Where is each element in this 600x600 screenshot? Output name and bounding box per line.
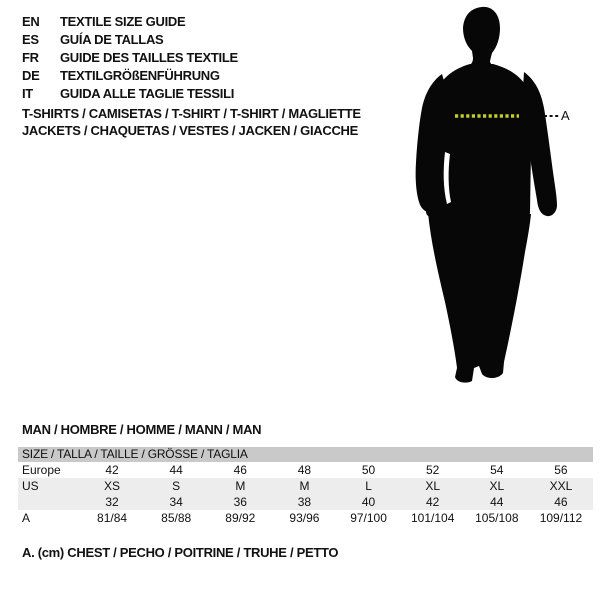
size-cell: 56 (554, 463, 568, 477)
size-cell: S (172, 479, 181, 493)
size-table (18, 447, 593, 526)
size-cell: M (235, 479, 246, 493)
garment-categories (22, 105, 361, 139)
size-cell: 85/88 (161, 511, 192, 525)
size-cell: 46 (233, 463, 247, 477)
size-cell: 89/92 (225, 511, 256, 525)
size-table-header: SIZE / TALLA / TAILLE / GRÖSSE / TAGLIA (18, 447, 593, 462)
size-cell: 52 (426, 463, 440, 477)
language-row (22, 49, 238, 67)
size-cell: 32 (105, 495, 119, 509)
size-cell: L (365, 479, 372, 493)
size-cell: XL (425, 479, 441, 493)
size-cell: 34 (169, 495, 183, 509)
size-cell: 44 (169, 463, 183, 477)
table-row-us (18, 478, 593, 494)
category-line-jackets: JACKETS / CHAQUETAS / VESTES / JACKEN / GIACCHE (22, 123, 358, 138)
language-row (22, 67, 238, 85)
language-label: GUÍA DE TALLAS (60, 32, 164, 47)
language-label: TEXTILGRÖßENFÜHRUNG (60, 68, 220, 83)
size-cell: 50 (361, 463, 376, 477)
size-cell: M (299, 479, 310, 493)
size-cell: 81/84 (97, 511, 128, 525)
size-cell: 109/112 (539, 511, 583, 525)
row-label: Europe (22, 463, 61, 477)
language-row (22, 13, 238, 31)
language-list (22, 13, 238, 103)
size-cell: 46 (554, 495, 568, 509)
size-cell: 42 (426, 495, 440, 509)
size-cell: 42 (105, 463, 119, 477)
size-cell: 93/96 (289, 511, 320, 525)
measure-label-a: A (561, 108, 570, 123)
language-row (22, 31, 238, 49)
language-code: DE (22, 68, 40, 83)
size-cell: XS (104, 479, 121, 493)
measurement-footnote: A. (cm) CHEST / PECHO / POITRINE / TRUHE / PETTO (22, 545, 339, 560)
language-code: ES (22, 32, 39, 47)
size-cell: 97/100 (350, 511, 387, 525)
size-cell: 48 (297, 463, 312, 477)
size-cell: XL (489, 479, 505, 493)
size-cell: 36 (233, 495, 247, 509)
language-code: EN (22, 14, 40, 29)
size-cell: 40 (361, 495, 376, 509)
language-label: TEXTILE SIZE GUIDE (60, 14, 186, 29)
silhouette-head (463, 7, 500, 65)
size-cell: 105/108 (475, 511, 519, 525)
row-label: A (22, 511, 31, 525)
language-row (22, 85, 238, 103)
row-label (18, 494, 80, 510)
section-title-man: MAN / HOMBRE / HOMME / MANN / MAN (22, 422, 262, 437)
size-cell: XXL (549, 479, 573, 493)
language-label: GUIDA ALLE TAGLIE TESSILI (60, 86, 235, 101)
man-silhouette (400, 0, 600, 400)
table-row-europe (18, 462, 593, 478)
silhouette-legs (428, 213, 531, 383)
language-label: GUIDE DES TAILLES TEXTILE (60, 50, 238, 65)
size-cell: 38 (297, 495, 312, 509)
table-row-chest-a (18, 510, 593, 526)
category-line-tshirts: T-SHIRTS / CAMISETAS / T-SHIRT / T-SHIRT / MAGLIETTE (22, 106, 361, 121)
size-cell: 54 (490, 463, 504, 477)
language-code: IT (22, 86, 33, 101)
language-code: FR (22, 50, 39, 65)
size-cell: 101/104 (410, 511, 455, 525)
row-label: US (22, 479, 39, 493)
table-row-us-numeric (18, 494, 593, 510)
size-cell: 44 (490, 495, 504, 509)
